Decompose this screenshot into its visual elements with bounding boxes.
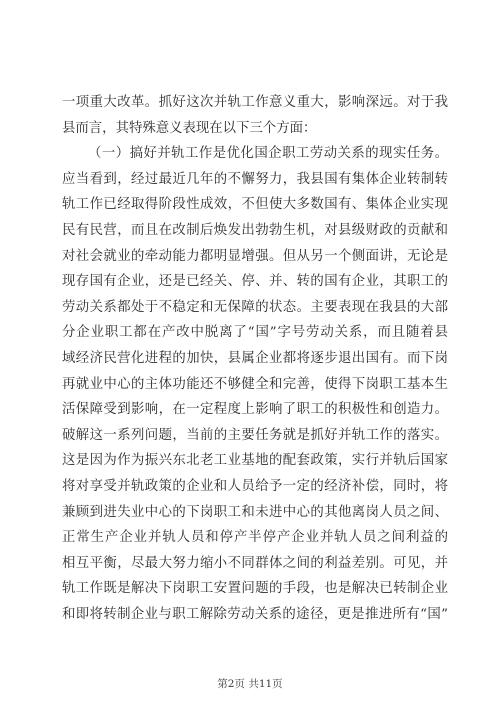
text-line: 轨工作已经取得阶段性成效，不但使大多数国有、集体企业实现 <box>62 197 448 213</box>
text-line: 分企业职工都在产改中脱离了“国”字号劳动关系，而且随着县 <box>62 325 448 341</box>
text-line: 活保障受到影响，在一定程度上影响了职工的积极性和创造力。 <box>62 402 448 418</box>
text-line: 将对享受并轨政策的企业和人员给予一定的经济补偿，同时，将 <box>62 478 448 494</box>
text-line: 正常生产企业并轨人员和停产半停产企业并轨人员之间利益的 <box>62 530 448 546</box>
text-line: 民有民营，而且在改制后焕发出勃勃生机，对县级财政的贡献和 <box>62 222 448 238</box>
text-line: 县而言，其特殊意义表现在以下三个方面： <box>62 120 317 136</box>
section-heading-line: （一）搞好并轨工作是优化国企职工劳动关系的现实任务。 <box>88 146 448 162</box>
text-line: 现存国有企业，还是已经关、停、并、转的国有企业，其职工的 <box>62 274 448 290</box>
text-line: 应当看到，经过最近几年的不懈努力，我县国有集体企业转制转 <box>62 171 448 187</box>
text-line: 和即将转制企业与职工解除劳动关系的途径，更是推进所有“国” <box>62 606 448 622</box>
document-body <box>62 90 448 627</box>
page-number-footer: 第2页 共11页 <box>217 678 283 690</box>
text-line: 兼顾到进失业中心的下岗职工和未进中心的其他离岗人员之间、 <box>62 504 448 520</box>
text-line: 再就业中心的主体功能还不够健全和完善，使得下岗职工基本生 <box>62 376 448 392</box>
text-line: 相互平衡，尽最大努力缩小不同群体之间的利益差别。可见，并 <box>62 555 448 571</box>
text-line: 劳动关系都处于不稳定和无保障的状态。主要表现在我县的大部 <box>62 299 448 315</box>
text-line: 一项重大改革。抓好这次并轨工作意义重大，影响深远。对于我 <box>62 95 448 110</box>
text-line: 对社会就业的牵动能力都明显增强。但从另一个侧面讲，无论是 <box>62 248 448 264</box>
text-line: 这是因为作为振兴东北老工业基地的配套政策，实行并轨后国家 <box>62 453 448 469</box>
text-line: 轨工作既是解决下岗职工安置问题的手段，也是解决已转制企业 <box>62 581 448 597</box>
text-line: 破解这一系列问题，当前的主要任务就是抓好并轨工作的落实。 <box>62 427 448 443</box>
text-line: 域经济民营化进程的加快，县属企业都将逐步退出国有。而下岗 <box>62 350 448 366</box>
